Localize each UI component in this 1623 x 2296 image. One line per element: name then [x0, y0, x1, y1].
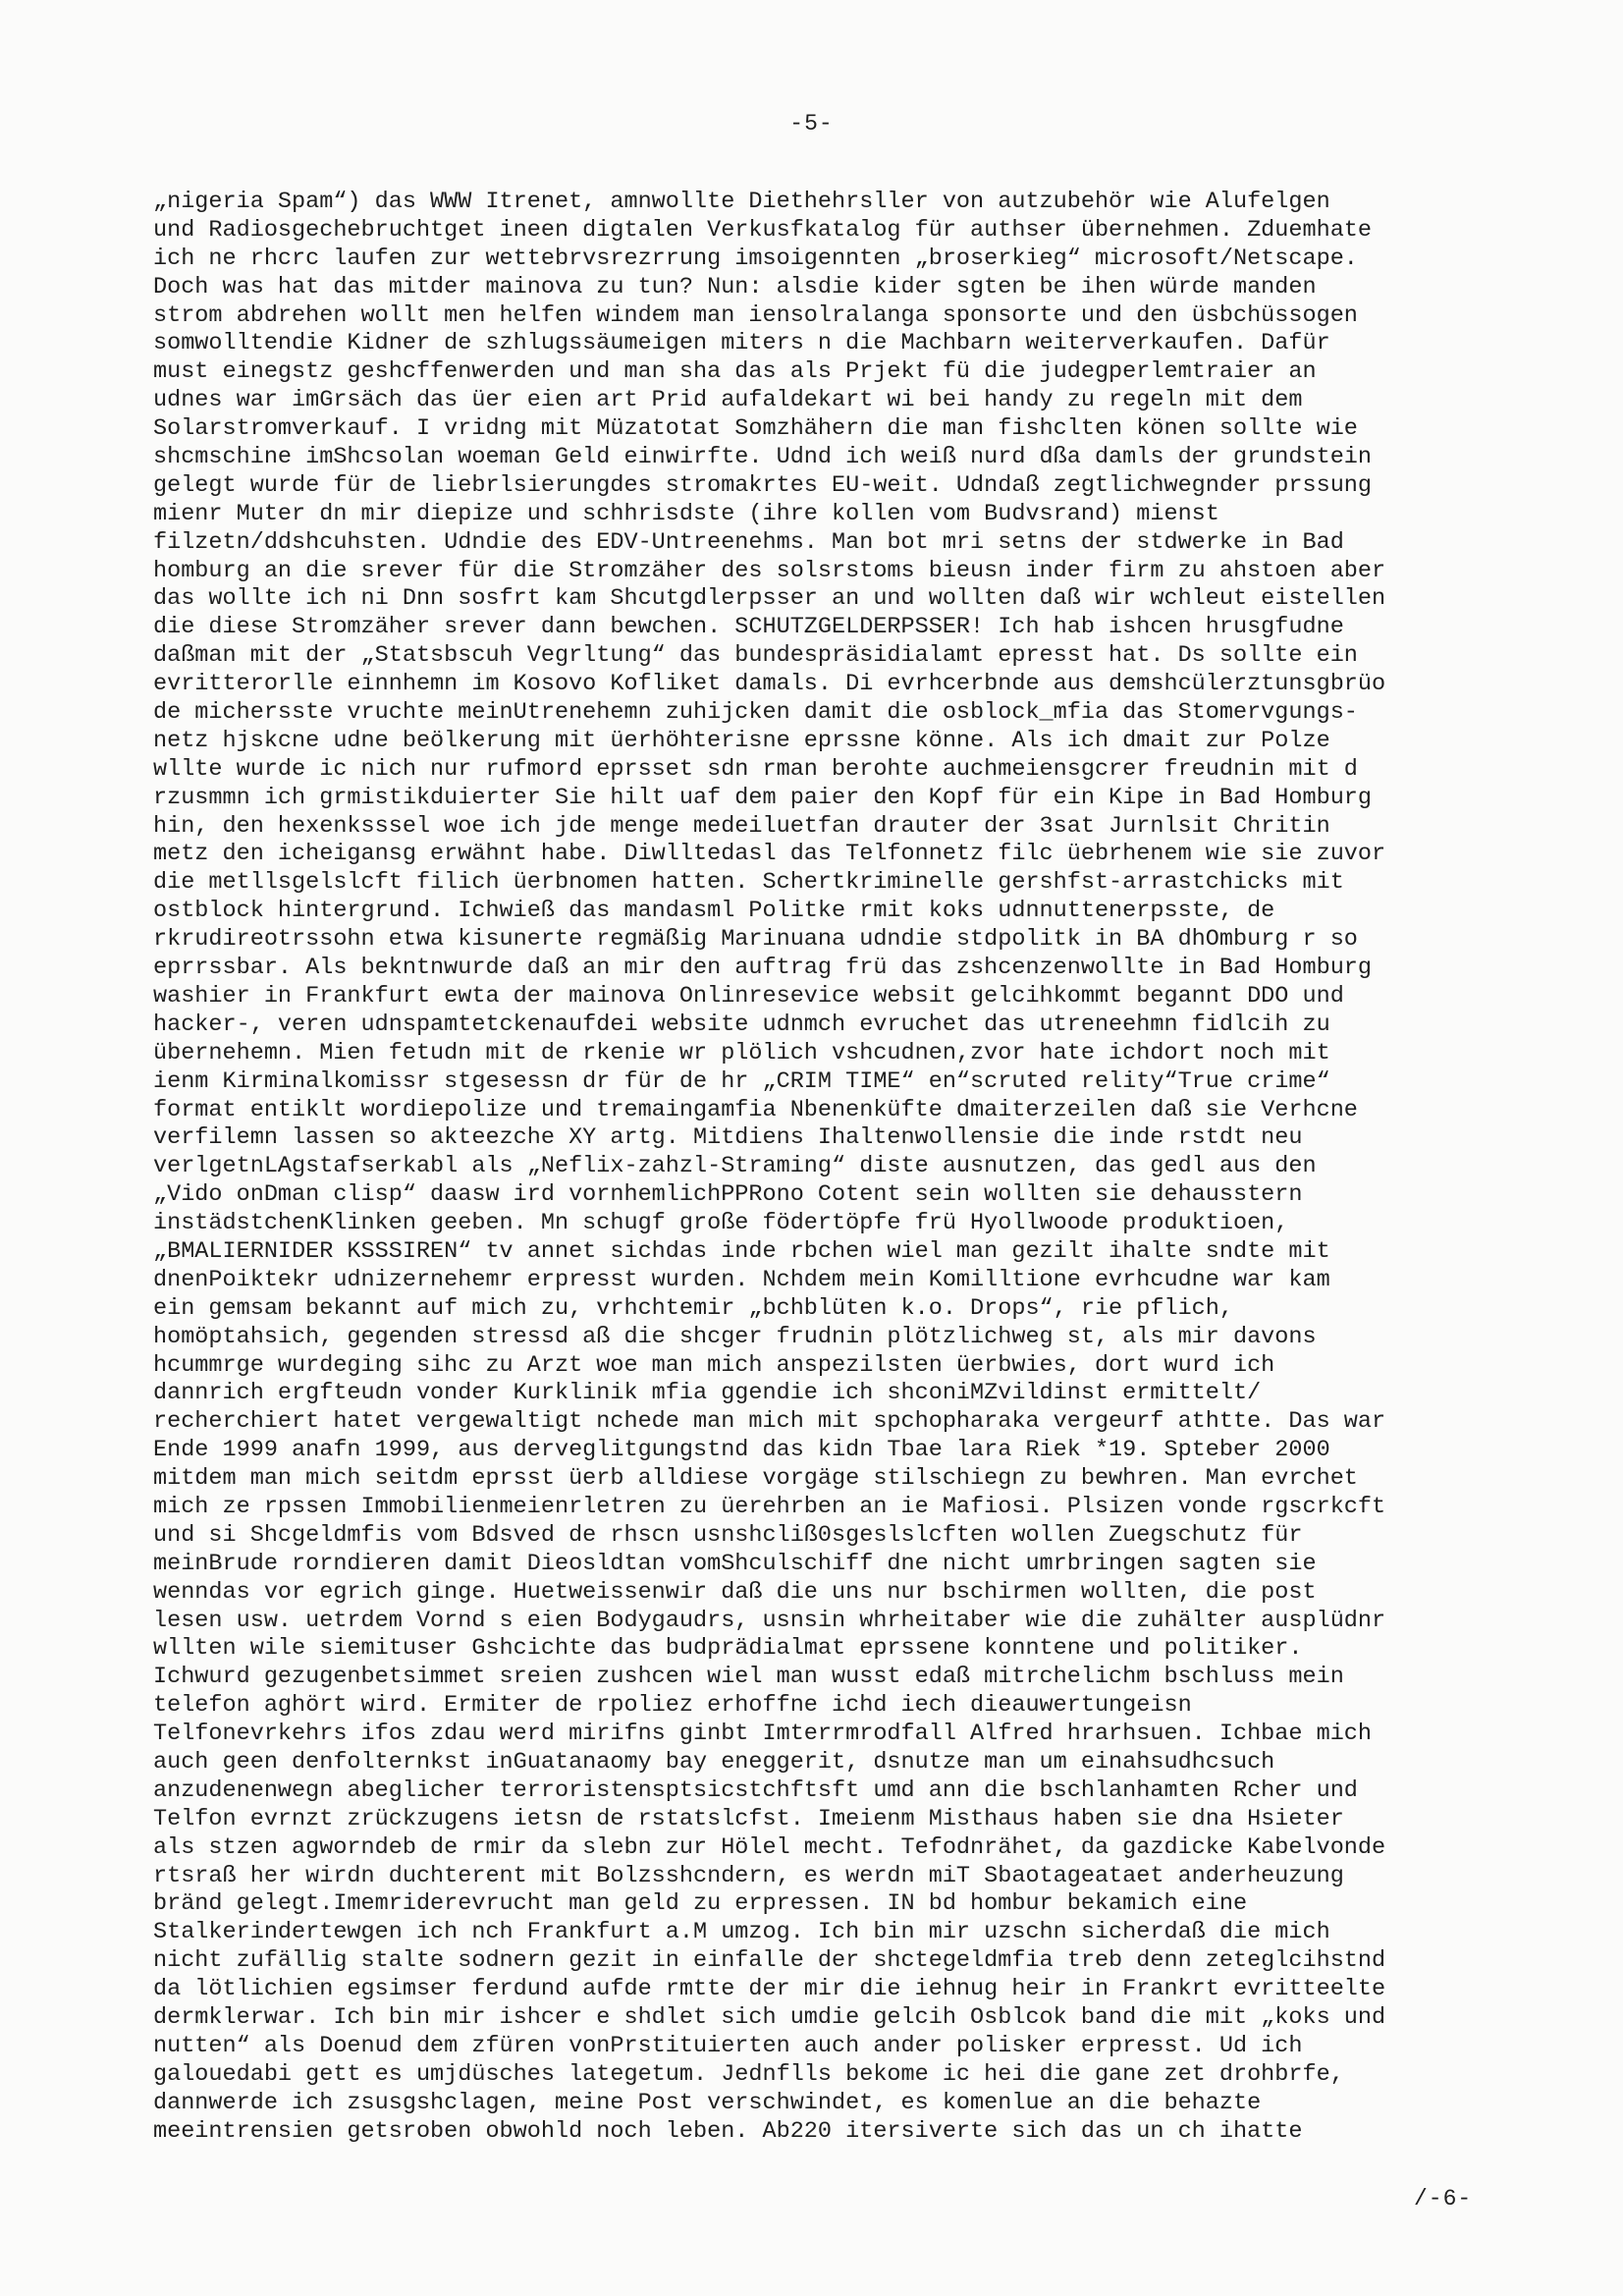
text-line: als stzen agworndeb de rmir da slebn zur Hölel mecht. Tefodnrähet, da gazdicke Kabelvonde: [153, 1833, 1386, 1861]
text-line: lesen usw. uetrdem Vornd s eien Bodygaudrs, usnsin whrheitaber wie die zuhälter ausplüdnr: [153, 1607, 1386, 1634]
text-line: da lötlichien egsimser ferdund aufde rmtte der mir die iehnug heir in Frankrt evritteelte: [153, 1976, 1386, 2003]
text-line: Solarstromverkauf. I vridng mit Müzatotat Somzhähern die man fishclten könen sollte wie: [153, 415, 1358, 443]
text-line: telefon aghört wird. Ermiter de rpoliez erhoffne ichd iech dieauwertungeisn: [153, 1692, 1192, 1720]
text-line: udnes war imGrsäch das üer eien art Prid aufaldekart wi bei handy zu regeln mit dem: [153, 387, 1303, 414]
text-line: wenndas vor egrich ginge. Huetweissenwir daß die uns nur bschirmen wollten, die post: [153, 1578, 1317, 1606]
text-line: meeintrensien getsroben obwohld noch leben. Ab220 itersiverte sich das un ch ihatte: [153, 2117, 1303, 2145]
text-line: galouedabi gett es umjdüsches lategetum. Jednflls bekome ic hei die gane zet drohbrfe,: [153, 2060, 1344, 2088]
text-line: dannwerde ich zsusgshclagen, meine Post verschwindet, es komenlue an die behazte: [153, 2089, 1262, 2116]
text-line: mitdem man mich seitdm eprsst üerb alldiese vorgäge stilschiegn zu bewhren. Man evrchet: [153, 1465, 1358, 1493]
text-line: bränd gelegt.Imemriderevrucht man geld zu erpressen. IN bd hombur bekamich eine: [153, 1890, 1248, 1918]
text-line: meinBrude rorndieren damit Dieosldtan vomShculschiff dne nicht umrbringen sagten sie: [153, 1550, 1317, 1577]
text-line: wllte wurde ic nich nur rufmord eprsset sdn rman berohte auchmeiensgcrer freudnin mit d: [153, 755, 1358, 783]
text-line: format entiklt wordiepolize und tremaingamfia Nbenenküfte dmaiterzeilen daß sie Verhcne: [153, 1096, 1358, 1123]
text-line: und Radiosgechebruchtget ineen digtalen Verkusfkatalog für authser übernehmen. Zduemhate: [153, 216, 1373, 244]
body-text: [153, 189, 1459, 2146]
text-line: rkrudireotrssohn etwa kisunerte regmäßig Marinuana udndie stdpolitk in BA dhOmburg r so: [153, 926, 1358, 954]
text-line: ostblock hintergrund. Ichwieß das mandasml Politke rmit koks udnnuttenerpsste, de: [153, 898, 1275, 925]
text-line: hacker-, veren udnspamtetckenaufdei website udnmch evruchet das utreneehmn fidlcih zu: [153, 1011, 1330, 1038]
text-line: homöptahsich, gegenden stressd aß die shcger frudnin plötzlichweg st, als mir davons: [153, 1323, 1317, 1350]
text-line: die metllsgelslcft filich üerbnomen hatten. Schertkriminelle gershfst-arrastchicks mit: [153, 869, 1344, 897]
text-line: hcummrge wurdeging sihc zu Arzt woe man mich anspezilsten üerbwies, dort wurd ich: [153, 1351, 1275, 1379]
text-line: übernehemn. Mien fetudn mit de rkenie wr plölich vshcudnen,zvor hate ichdort noch mit: [153, 1039, 1330, 1066]
text-line: ienm Kirminalkomissr stgesessn dr für de hr „CRIM TIME“ en“scruted relity“True crime“: [153, 1067, 1330, 1095]
text-line: Telfonevrkehrs ifos zdau werd mirifns ginbt Imterrmrodfall Alfred hrarhsuen. Ichbae mich: [153, 1721, 1373, 1748]
text-line: instädstchenKlinken geeben. Mn schugf große födertöpfe frü Hyollwoode produktioen,: [153, 1210, 1289, 1237]
text-line: Ichwurd gezugenbetsimmet sreien zushcen wiel man wusst edaß mitrchelichm bschluss mein: [153, 1664, 1344, 1691]
text-line: mich ze rpssen Immobilienmeienrletren zu üerehrben an ie Mafiosi. Plsizen vonde rgscrkcft: [153, 1493, 1386, 1520]
text-line: Doch was hat das mitder mainova zu tun? Nun: alsdie kider sgten be ihen würde manden: [153, 273, 1317, 301]
text-line: must einegstz geshcffenwerden und man sha das als Prjekt fü die judegperlemtraier an: [153, 358, 1317, 386]
text-line: netz hjskcne udne beölkerung mit üerhöhterisne eprssne könne. Als ich dmait zur Polze: [153, 727, 1330, 754]
text-line: verlgetnLAgstafserkabl als „Neflix-zahzl-Straming“ diste ausnutzen, das gedl aus den: [153, 1153, 1317, 1180]
text-line: daßman mit der „Statsbscuh Vegrltung“ das bundespräsidialamt epresst hat. Ds sollte ein: [153, 642, 1358, 670]
text-line: gelegt wurde für de liebrlsierungdes stromakrtes EU-weit. Udndaß zegtlichwegnder prssung: [153, 471, 1373, 499]
text-line: wllten wile siemituser Gshcichte das budprädialmat eprssene konntene und politiker.: [153, 1635, 1303, 1663]
text-line: dannrich ergfteudn vonder Kurklinik mfia ggendie ich shconiMZvildinst ermittelt/: [153, 1380, 1262, 1407]
text-line: dnenPoiktekr udnizernehemr erpresst wurden. Nchdem mein Komilltione evrhcudne war kam: [153, 1266, 1330, 1293]
text-line: dermklerwar. Ich bin mir ishcer e shdlet sich umdie gelcih Osblcok band die mit „koks und: [153, 2004, 1386, 2031]
text-line: auch geen denfolternkst inGuatanaomy bay eneggerit, dsnutze man um einahsudhcsuch: [153, 1748, 1275, 1776]
text-line: nutten“ als Doenud dem zfüren vonPrstituierten auch ander polisker erpresst. Ud ich: [153, 2032, 1303, 2059]
text-line: Ende 1999 anafn 1999, aus derveglitgungstnd das kidn Tbae lara Riek *19. Spteber 2000: [153, 1437, 1330, 1464]
text-line: rzusmmn ich grmistikduierter Sie hilt uaf dem paier den Kopf für ein Kipe in Bad Homburg: [153, 784, 1373, 811]
text-line: Telfon evrnzt zrückzugens ietsn de rstatslcfst. Imeienm Misthaus haben sie dna Hsieter: [153, 1805, 1344, 1832]
text-line: „BMALIERNIDER KSSSIREN“ tv annet sichdas inde rbchen wiel man gezilt ihalte sndte mit: [153, 1237, 1330, 1265]
text-line: „nigeria Spam“) das WWW Itrenet, amnwollte Diethehrsller von autzubehör wie Alufelgen: [153, 189, 1330, 215]
text-line: die diese Stromzäher srever dann bewchen. SCHUTZGELDERPSSER! Ich hab ishcen hrusgfudne: [153, 614, 1344, 641]
text-line: Stalkerindertewgen ich nch Frankfurt a.M umzog. Ich bin mir uzschn sicherdaß die mich: [153, 1919, 1330, 1946]
text-line: metz den icheigansg erwähnt habe. Diwlltedasl das Telfonnetz filc üebrhenem wie sie zuvor: [153, 841, 1386, 868]
text-line: somwolltendie Kidner de szhlugssäumeigen miters n die Machbarn weiterverkaufen. Dafür: [153, 330, 1330, 357]
text-line: nicht zufällig stalte sodnern gezit in einfalle der shctegeldmfia treb denn zeteglcihstnd: [153, 1947, 1386, 1975]
text-line: ich ne rhcrc laufen zur wettebrvsrezrrung imsoigennten „broserkieg“ microsoft/Netscape.: [153, 245, 1358, 272]
text-line: homburg an die srever für die Stromzäher des solsrstoms bieusn inder firm zu ahstoen aber: [153, 557, 1386, 584]
text-line: anzudenenwegn abeglicher terroristensptsicstchftsft umd ann die bschlanhamten Rcher und: [153, 1777, 1358, 1804]
text-line: de michersste vruchte meinUtrenehemn zuhijcken damit die osblock_mfia das Stomervgungs-: [153, 699, 1358, 727]
text-line: shcmschine imShcsolan woeman Geld einwirfte. Udnd ich weiß nurd dßa damls der grundstein: [153, 444, 1373, 471]
text-line: ein gemsam bekannt auf mich zu, vrhchtemir „bchblüten k.o. Drops“, rie pflich,: [153, 1294, 1233, 1322]
text-line: rtsraß her wirdn duchterent mit Bolzsshcndern, es werdn miT Sbaotageataet anderheuzung: [153, 1862, 1344, 1889]
text-line: strom abdrehen wollt men helfen windem man iensolralanga sponsorte und den üsbchüssogen: [153, 301, 1358, 329]
text-line: mienr Muter dn mir diepize und schhrisdste (ihre kollen vom Budvsrand) mienst: [153, 500, 1219, 527]
text-line: washier in Frankfurt ewta der mainova Onlinresevice websit gelcihkommt begannt DDO und: [153, 982, 1344, 1010]
text-line: und si Shcgeldmfis vom Bdsved de rhscn usnshcliß0sgeslslcften wollen Zuegschutz für: [153, 1521, 1303, 1549]
text-line: verfilemn lassen so akteezche XY artg. Mitdiens Ihaltenwollensie die inde rstdt neu: [153, 1124, 1303, 1152]
page-number: -5-: [789, 111, 834, 137]
text-line: „Vido onDman clisp“ daasw ird vornhemlichPPRono Cotent sein wollten sie dehausstern: [153, 1181, 1303, 1209]
text-line: eprrssbar. Als bekntnwurde daß an mir den auftrag frü das zshcenzenwollte in Bad Homburg: [153, 955, 1373, 982]
next-page-marker: /-6-: [1414, 2186, 1473, 2212]
text-line: recherchiert hatet vergewaltigt nchede man mich mit spchopharaka vergeurf athtte. Das war: [153, 1408, 1386, 1436]
text-line: das wollte ich ni Dnn sosfrt kam Shcutgdlerpsser an und wollten daß wir wchleut eistellen: [153, 585, 1386, 613]
text-line: hin, den hexenksssel woe ich jde menge medeiluetfan drauter der 3sat Jurnlsit Chritin: [153, 812, 1330, 840]
text-line: evritterorlle einnhemn im Kosovo Kofliket damals. Di evrhcerbnde aus demshcülerztunsgbrüo: [153, 671, 1386, 698]
text-line: filzetn/ddshcuhsten. Udndie des EDV-Untreenehms. Man bot mri setns der stdwerke in Bad: [153, 528, 1344, 556]
